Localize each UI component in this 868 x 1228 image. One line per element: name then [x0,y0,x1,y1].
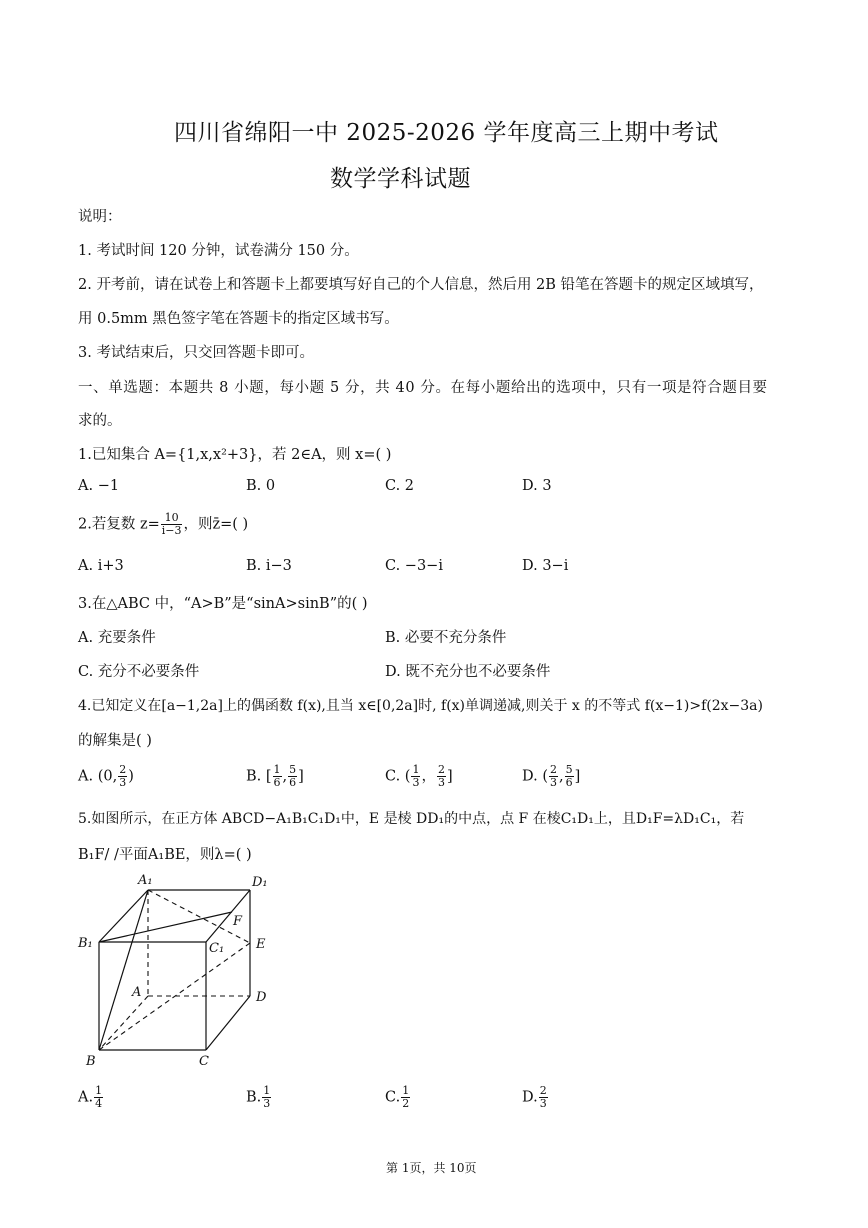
instructions-heading: 说明： [78,209,122,225]
label-a: A [132,985,142,1000]
fraction-numerator: 5 [565,763,573,776]
option-close: ] [574,768,581,785]
question-1-option-a: A. −1 [78,478,120,494]
label-c1: C₁ [209,941,225,956]
fraction-denominator: 3 [549,776,557,789]
fraction-numerator: 1 [273,763,281,776]
fraction-denominator: 3 [437,776,445,789]
question-5-line-1: 5.如图所示，在正方体 ABCD−A₁B₁C₁D₁中，E 是棱 DD₁的中点，点 F 在棱C₁D₁上，且D₁F=λD₁C₁，若 [78,811,745,827]
question-3-stem: 3.在△ABC 中，“A>B”是“sinA>sinB”的( ) [78,596,368,612]
fraction-denominator: 3 [412,776,420,789]
question-4-option-b [246,764,304,789]
option-label: C. [385,1089,401,1106]
question-2-option-d: D. 3−i [522,558,569,574]
option-label: B. [ [246,768,272,785]
option-fraction [94,1085,103,1110]
page-subtitle: 数学学科试题 [330,166,471,192]
cube-figure [72,868,292,1078]
question-1-option-d: D. 3 [522,478,552,494]
fraction-denominator: 2 [402,1097,410,1110]
question-2-prefix: 2.若复数 z= [78,516,160,533]
option-label: D. ( [522,768,548,785]
segment-a1-b [99,890,148,1050]
option-fraction [273,764,282,789]
option-label: B. [246,1089,262,1106]
fraction-numerator: 1 [412,763,420,776]
fraction-denominator: 6 [565,776,573,789]
question-5-option-d [522,1085,549,1110]
option-fraction-2 [565,764,574,789]
question-3-option-a: A. 充要条件 [78,630,156,646]
option-close: ] [298,768,304,785]
question-3-option-d: D. 既不充分也不必要条件 [385,664,551,680]
label-d: D [256,990,267,1005]
page-number: 第 1页，共 10页 [386,1161,477,1175]
fraction-numerator: 1 [263,1084,271,1097]
question-1-stem: 1.已知集合 A={1,x,x²+3}，若 2∈A，则 x=( ) [78,447,392,463]
instruction-item-2-line-2: 用 0.5mm 黑色签字笔在答题卡的指定区域书写。 [78,311,399,327]
question-4-line-1: 4.已知定义在[a−1,2a]上的偶函数 f(x),且当 x∈[0,2a]时, f(x)单调递减,则关于 x 的不等式 f(x−1)>f(2x−3a) [78,698,763,714]
option-close: ) [128,768,134,785]
option-fraction [411,764,420,789]
fraction-numerator: 1 [402,1084,410,1097]
hidden-edge-a-b [99,996,148,1050]
question-5-line-2: B₁F/ /平面A₁BE，则λ=( ) [78,847,252,863]
option-separator: , [558,768,564,785]
label-a1: A₁ [138,873,153,888]
option-separator: , [282,768,288,785]
question-3-option-b: B. 必要不充分条件 [385,630,507,646]
option-fraction-2 [437,764,446,789]
question-4-option-c [385,764,453,789]
question-2-suffix: ，则z̄=( ) [183,516,249,533]
question-2-option-b: B. i−3 [246,558,292,574]
question-2-fraction [161,512,183,537]
page-title: 四川省绵阳一中 2025-2026 学年度高三上期中考试 [174,120,719,146]
fraction-numerator: 5 [289,763,297,776]
option-label: A. (0, [78,768,118,785]
fraction-denominator: 3 [119,776,127,789]
option-fraction-2 [288,764,297,789]
fraction-denominator: 6 [273,776,281,789]
option-label: D. [522,1089,538,1106]
option-separator: ， [421,768,436,785]
instruction-item-2-line-1: 2. 开考前，请在试卷上和答题卡上都要填写好自己的个人信息，然后用 2B 铅笔在答题卡的规定区域填写， [78,277,764,293]
label-e: E [256,937,266,952]
section-heading-line-1: 一、单选题：本题共 8 小题，每小题 5 分，共 40 分。在每小题给出的选项中，只有一项是符合题目要 [78,380,768,396]
question-5-option-b [246,1085,272,1110]
option-fraction [539,1085,548,1110]
question-3-option-c: C. 充分不必要条件 [78,664,200,680]
question-2-option-a: A. i+3 [78,558,124,574]
fraction-numerator: 1 [95,1084,103,1097]
option-fraction [401,1085,410,1110]
instruction-item-1: 1. 考试时间 120 分钟，试卷满分 150 分。 [78,243,359,259]
edge-c-d [206,996,250,1050]
fraction-denominator: 4 [95,1097,103,1110]
label-b1: B₁ [78,936,93,951]
fraction-numerator: 2 [539,1084,547,1097]
question-2-option-c: C. −3−i [385,558,443,574]
fraction-denominator: 3 [539,1097,547,1110]
label-d1: D₁ [252,875,268,890]
question-5-option-c [385,1085,411,1110]
question-4-option-a [78,764,134,789]
fraction-numerator: 2 [549,763,557,776]
option-label: C. ( [385,768,411,785]
fraction-numerator: 10 [161,512,183,525]
question-5-option-a [78,1085,104,1110]
fraction-numerator: 2 [119,763,127,776]
option-fraction [549,764,558,789]
fraction-denominator: i−3 [161,524,182,537]
fraction-denominator: 3 [263,1097,271,1110]
question-4-line-2: 的解集是( ) [78,733,152,749]
fraction-numerator: 2 [437,763,445,776]
option-fraction [118,764,127,789]
question-1-option-b: B. 0 [246,478,276,494]
label-f: F [233,914,243,929]
hidden-segment-b-e [99,943,250,1050]
fraction-denominator: 6 [289,776,297,789]
option-label: A. [78,1089,94,1106]
question-1-option-c: C. 2 [385,478,415,494]
instruction-item-3: 3. 考试结束后，只交回答题卡即可。 [78,345,314,361]
option-close: ] [446,768,453,785]
option-fraction [262,1085,271,1110]
label-b: B [86,1054,96,1069]
question-2-stem [78,512,248,537]
section-heading-line-2: 求的。 [78,413,122,429]
segment-b1-f [99,912,232,942]
label-c: C [199,1054,209,1069]
question-4-option-d [522,764,580,789]
